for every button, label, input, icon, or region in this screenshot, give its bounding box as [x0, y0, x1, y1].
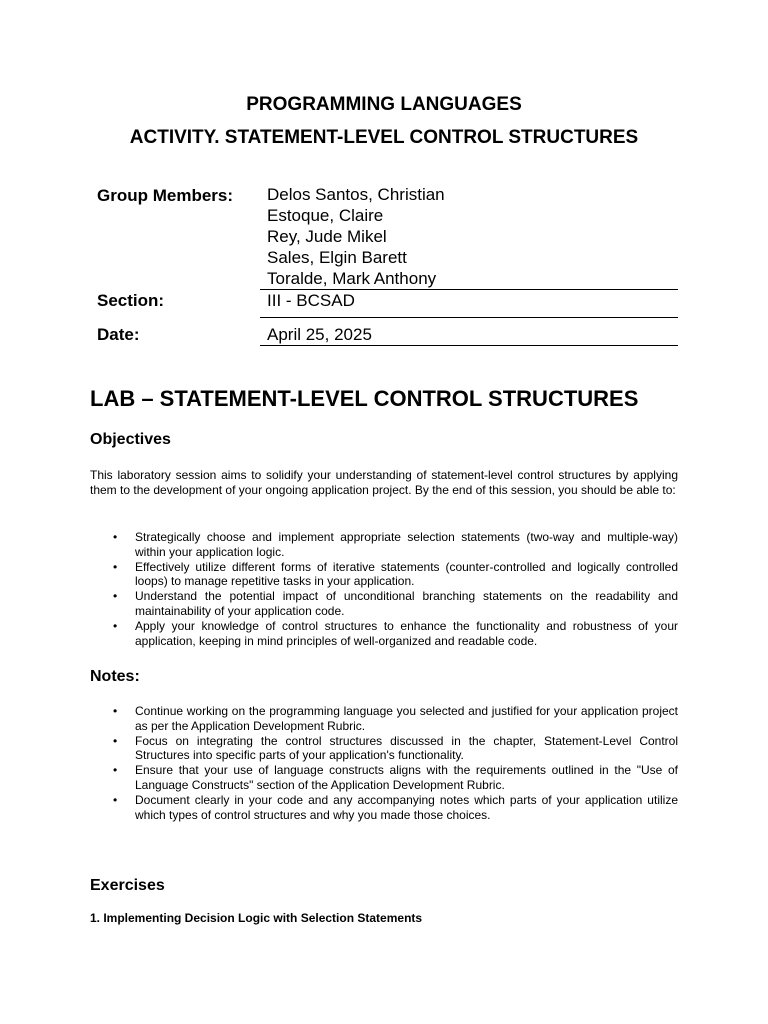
date-label: Date:	[97, 325, 140, 344]
bullet-icon: •	[113, 792, 118, 807]
objective-text: Apply your knowledge of control structures to enhance the functionality and robustness of your application, keeping in mind principles of well-organized and readable code.	[135, 618, 678, 648]
bullet-icon: •	[113, 733, 118, 748]
list-item	[90, 793, 678, 823]
list-item	[90, 619, 678, 649]
bullet-icon: •	[113, 704, 118, 718]
list-item	[90, 530, 678, 560]
objectives-intro: This laboratory session aims to solidify your understanding of statement-level control structures by applying them to the development of your ongoing application project. By the end of this session, you should be able to:	[90, 468, 678, 497]
member-name: Delos Santos, Christian	[267, 185, 445, 204]
objective-text: Strategically choose and implement appropriate selection statements (two-way and multiple-way) within your application logic.	[135, 530, 678, 559]
bullet-icon: •	[113, 530, 118, 544]
date-row	[97, 318, 678, 346]
section-value: III - BCSAD	[260, 290, 678, 318]
member-name: Estoque, Claire	[267, 206, 384, 225]
section-row	[97, 290, 678, 318]
note-text: Ensure that your use of language constructs aligns with the requirements outlined in the "Use of Language Constructs" section of the Application Development Rubric.	[135, 763, 678, 792]
activity-title: ACTIVITY. STATEMENT-LEVEL CONTROL STRUCTURES	[129, 127, 639, 148]
bullet-icon: •	[113, 763, 118, 778]
list-item	[90, 560, 678, 590]
notes-list	[90, 704, 678, 822]
objective-text: Understand the potential impact of unconditional branching statements on the readability and maintainability of your application code.	[135, 589, 678, 618]
list-item	[90, 589, 678, 619]
bullet-icon: •	[113, 618, 118, 633]
section-label: Section:	[97, 291, 165, 310]
course-title: PROGRAMMING LANGUAGES	[246, 94, 522, 115]
exercise-1-heading: 1. Implementing Decision Logic with Selection Statements	[90, 911, 423, 925]
date-value: April 25, 2025	[260, 318, 678, 346]
bullet-icon: •	[113, 589, 118, 604]
bullet-icon: •	[113, 559, 118, 574]
objectives-heading: Objectives	[90, 431, 171, 448]
member-name: Rey, Jude Mikel	[267, 227, 387, 246]
exercises-heading: Exercises	[90, 877, 165, 894]
objectives-list	[90, 530, 678, 648]
list-item	[90, 734, 678, 764]
group-members-row	[97, 184, 678, 290]
list-item	[90, 704, 678, 734]
member-name: Sales, Elgin Barett	[267, 248, 407, 267]
note-text: Continue working on the programming language you selected and justified for your application project as per the Application Development Rubric.	[135, 704, 678, 733]
member-name: Toralde, Mark Anthony	[267, 269, 437, 288]
info-table	[97, 184, 678, 346]
note-text: Document clearly in your code and any accompanying notes which parts of your application utilize which types of control structures and why you made those choices.	[135, 792, 678, 822]
note-text: Focus on integrating the control structures discussed in the chapter, Statement-Level Control Structures into specific parts of your application's functionality.	[135, 733, 678, 763]
list-item	[90, 763, 678, 793]
group-members-label: Group Members:	[97, 186, 234, 205]
group-members-list	[260, 184, 678, 290]
lab-title: LAB – STATEMENT-LEVEL CONTROL STRUCTURES	[90, 386, 639, 411]
objective-text: Effectively utilize different forms of iterative statements (counter-controlled and logically controlled loops) to manage repetitive tasks in your application.	[135, 559, 678, 589]
notes-heading: Notes:	[90, 668, 140, 685]
